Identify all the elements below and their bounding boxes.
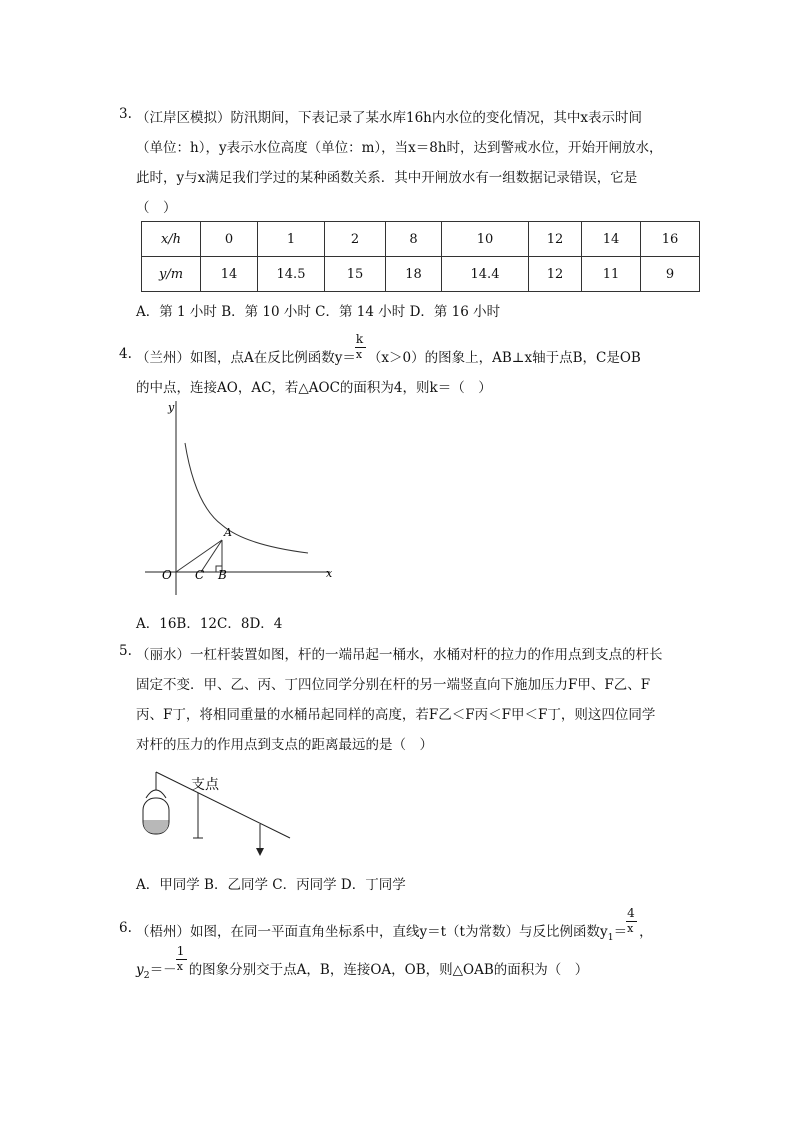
q3-line2: （单位：h），y表示水位高度（单位：m），当x＝8h时，达到警戒水位，开始开闸放水， xyxy=(136,140,663,156)
table-header-x: x/h xyxy=(142,222,201,257)
table-cell: 14.4 xyxy=(442,257,529,292)
lever-rod xyxy=(156,772,290,838)
table-cell: 14 xyxy=(201,257,258,292)
point-a-label: A xyxy=(224,526,232,539)
q3-options: A．第 1 小时 B．第 10 小时 C．第 14 小时 D．第 16 小时 xyxy=(136,304,501,320)
q4-line1-end: （x＞0）的图象上，AB⊥x轴于点B，C是OB xyxy=(367,350,641,366)
q6-frac1-num: 4 xyxy=(627,906,635,920)
table-cell: 12 xyxy=(529,222,582,257)
q6-y2: y xyxy=(136,962,144,978)
q4-options: A．16B．12C．8D．4 xyxy=(136,616,283,632)
q5-line2: 固定不变．甲、乙、丙、丁四位同学分别在杆的另一端竖直向下施加压力F甲、F乙、F xyxy=(136,677,651,693)
table-cell: 15 xyxy=(325,257,386,292)
q3-line3: 此时，y与x满足我们学过的某种函数关系．其中开闸放水有一组数据记录错误，它是 xyxy=(136,170,638,186)
q5-line1: （丽水）一杠杆装置如图，杆的一端吊起一桶水，水桶对杆的拉力的作用点到支点的杆长 xyxy=(136,647,663,663)
q4-number: 4. xyxy=(119,346,132,362)
table-cell: 14 xyxy=(582,222,641,257)
table-cell: 10 xyxy=(442,222,529,257)
table-row xyxy=(142,222,700,257)
table-cell: 16 xyxy=(641,222,700,257)
table-row xyxy=(142,257,700,292)
q4-frac-den: x xyxy=(355,348,363,361)
q6-fraction-2 xyxy=(176,944,189,974)
table-cell: 18 xyxy=(386,257,442,292)
q6-line1: （梧州）如图，在同一平面直角坐标系中，直线y＝t（t为常数）与反比例函数$y_1=$ $\frac{4}{x}$ ， xyxy=(136,906,653,943)
point-b-label: B xyxy=(218,568,227,582)
table-cell: 0 xyxy=(201,222,258,257)
q3-data-table xyxy=(141,221,700,292)
point-c-label: C xyxy=(195,568,205,582)
q4-line2: 的中点，连接AO，AC，若△AOC的面积为4，则k＝（ ） xyxy=(136,380,492,396)
q6-number: 6. xyxy=(119,920,132,936)
q4-line1-start: （兰州）如图，点A在反比例函数y＝ xyxy=(136,350,356,366)
q4-fraction xyxy=(355,332,368,362)
q3-line1: （江岸区模拟）防汛期间，下表记录了某水库16h内水位的变化情况，其中x表示时间 xyxy=(136,110,642,126)
table-cell: 9 xyxy=(641,257,700,292)
q6-fraction-1 xyxy=(627,906,639,936)
q6-line1-text: （梧州）如图，在同一平面直角坐标系中，直线y＝t（t为常数）与反比例函数y xyxy=(136,924,608,940)
table-cell: 12 xyxy=(529,257,582,292)
hyperbola-curve xyxy=(185,443,308,553)
q5-line4: 对杆的压力的作用点到支点的距离最远的是（ ） xyxy=(136,737,433,753)
q6-frac2-num: 1 xyxy=(176,944,185,958)
q6-line2 xyxy=(136,944,589,981)
q6-line2-text: 的图象分别交于点A，B，连接OA，OB，则△OAB的面积为（ ） xyxy=(188,962,589,978)
q4-line1 xyxy=(136,332,641,366)
q6-equals-minus: ＝－ xyxy=(149,962,177,978)
bucket-handle xyxy=(146,790,166,798)
q5-lever-figure xyxy=(138,768,298,858)
q3-number: 3. xyxy=(119,106,132,122)
q6-frac1-den: x xyxy=(627,922,634,935)
q4-hyperbola-figure xyxy=(140,395,340,600)
q5-options: A．甲同学 B．乙同学 C．丙同学 D．丁同学 xyxy=(136,877,406,893)
q3-line4: （ ） xyxy=(136,200,177,216)
origin-label: O xyxy=(162,568,172,582)
q5-line3: 丙、F丁，将相同重量的水桶吊起同样的高度，若F乙＜F丙＜F甲＜F丁，则这四位同学 xyxy=(136,707,656,723)
x-axis-label: x xyxy=(326,567,333,580)
table-cell: 14.5 xyxy=(258,257,325,292)
table-cell: 11 xyxy=(582,257,641,292)
q6-frac2-den: x xyxy=(176,960,183,973)
y-axis-label: y xyxy=(168,401,175,414)
q4-frac-num: k xyxy=(355,332,364,346)
q6-y1-subscript: 1 xyxy=(607,932,614,943)
q5-number: 5. xyxy=(119,643,132,659)
table-header-y: y/m xyxy=(142,257,201,292)
arrow-down-icon xyxy=(256,848,264,856)
table-cell: 2 xyxy=(325,222,386,257)
table-cell: 8 xyxy=(386,222,442,257)
fulcrum-label: 支点 xyxy=(191,777,219,793)
q6-y2-subscript: 2 xyxy=(143,970,150,981)
table-cell: 1 xyxy=(258,222,325,257)
